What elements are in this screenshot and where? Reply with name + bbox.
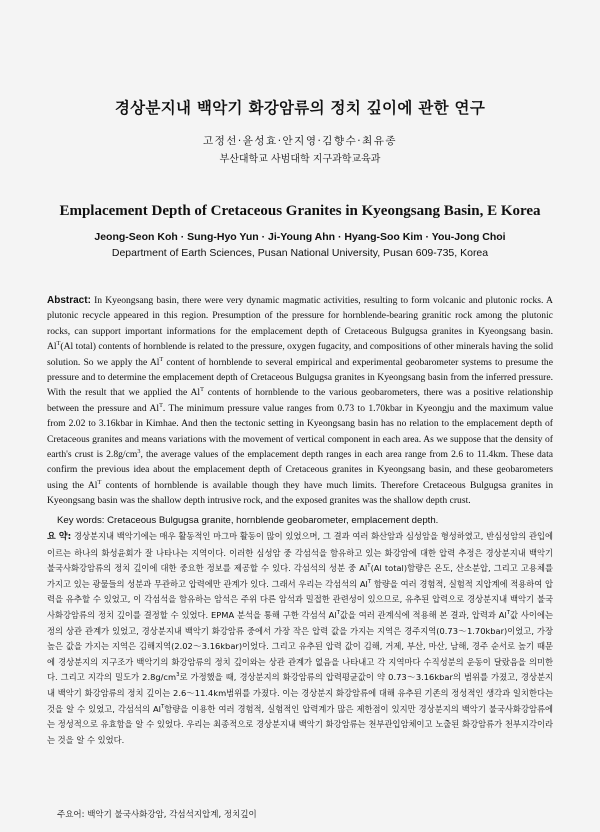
korean-abstract-text: 값 사이에는 정의 상관 관계가 있었고, 경상분지내 백악기 화강암류 중에서 가장 작은 압력 값을 가지는 지역은 경주지역(0.73～1.70kbar)이었고, 가장 높은 값을 가지는 지역은 김해지역(2.02～3.16kbar)이었다. 그리고 유추된 압력 값이 김해, 거제, 부산, 마산, 남해, 경주 순서로 높기 때문에 경상분지의 지구조가 백악기의 화강암류의 정치 깊이와는 상관 관계가 없음을 나타내고 각 지역마다 수직성분의 운동이 달랐음을 의미한다. 그리고 지각의 밀도가 2.8g/cm [47, 609, 553, 683]
superscript: T [506, 610, 511, 617]
abstract-text: In Kyeongsang basin, there were very dynamic magmatic activities, resulting to form volcanic and plutonic rocks. A plutonic recycle appeared in this region. Presumption of the pressure for hornblende-bearing granitic rock among the plutonic rocks, can support important informations for the emplacement depth of Cretaceous Bulgugsa granites in Kyeongsang basin. Al [47, 295, 553, 353]
korean-keywords: 주요어: 백악기 불국사화강암, 각섬석지압계, 정치깊이 [57, 810, 257, 820]
superscript: T [159, 401, 163, 409]
superscript: T [367, 579, 372, 586]
superscript: T [160, 703, 165, 710]
superscript: T [367, 563, 371, 570]
abstract-text: (Al total) contents of hornblende is related to the pressure, oxygen fugacity, and compositions of other minerals having the solid solution. So we apply the Al [47, 341, 553, 368]
english-affiliation: Department of Earth Sciences, Pusan National University, Pusan 609-735, Korea [111, 247, 489, 259]
abstract-text: contents of hornblende is available though they have much limits. Therefore Cretaceous Bulgugsa granites in Kyeongsang basin was the shallow depth intrusive rock, and the exposed granites was the shallow depth crust. [47, 479, 553, 507]
superscript: T [159, 355, 164, 363]
superscript: T [97, 478, 102, 486]
english-title: Emplacement Depth of Cretaceous Granites in Kyeongsang Basin, E Korea [59, 203, 541, 219]
korean-title: 경상분지내 백악기 화강암류의 정치 깊이에 관한 연구 [114, 99, 486, 117]
korean-abstract-label: 요 약: [47, 532, 72, 542]
superscript: 3 [137, 447, 141, 455]
abstract-text: . The minimum pressure value ranges from 0.73 to 1.70kbar in Kyeongju and the maximum value from 2.02 to 3.16kbar in Kimhae. And then the tectonic setting in Kyeongsang basin has no relation to the emplacement depth of Cretaceous granites and means variations with the movement of vertical component in each area. As we suppose that the density of earth's crust is 2.8g/cm [47, 402, 553, 461]
abstract-text: contents of hornblende to the various geobarometers, there was a positive relationship between the pressure and Al [47, 387, 553, 414]
abstract-text: content of hornblende to several empirical and experimental geobarometer systems to presume the pressure and to determine the emplacement depth of Cretaceous Bulgugsa granites in Kyeongsang basin from the inferred pressure. With the result that we applied the Al [47, 356, 553, 399]
korean-abstract-text: 로 가정했을 때, 경상분지의 화강암류의 압력평균값이 약 0.73～3.16kbar의 범위를 가졌고, 경상분지내 백악기 화강암류의 정치 깊이는 2.6～11.4km범위를 가졌다. 이는 경상분지 화강암류에 대해 유추된 기존의 정성적인 생각과 일치한다는 것을 알 수 있었고, 각섬석의 Al [47, 672, 553, 714]
korean-abstract-text: 값을 여러 관계식에 적용해 본 결과, 압력과 Al [339, 609, 507, 620]
korean-abstract-text: 경상분지내 백악기에는 매우 활동적인 마그마 활동이 많이 있었으며, 그 결과 여러 화산암과 심성암을 형성하였고, 반심성암의 관입에 이르는 하나의 화성윤회가 잘 나타나는 지역이다. 이러한 심성암 중 각섬석을 함유하고 있는 화강암에 대한 압력 추정은 경상분지내 백악기 불국사화강암류의 정치 깊이에 대한 중요한 정보를 제공할 수 있다. 각섬석의 성분 중 Al [47, 531, 553, 574]
english-authors: Jeong-Seon Koh · Sung-Hyo Yun · Ji-Young Ahn · Hyang-Soo Kim · You-Jong Choi [94, 231, 506, 243]
superscript: 3 [176, 672, 180, 679]
korean-abstract-text: 함량을 여러 경험적, 실험적 지압계에 적용하여 압력을 유추할 수 있었고, 이 각섬석을 함유하는 암석은 주위 다른 암석과 밀접한 관련성이 있으므로, 유추된 압력으로 경상분지내 백악기 불국사화강암류의 정치 깊이를 결정할 수 있었다. EPMA 분석을 통해 구한 각섬석 Al [47, 578, 553, 620]
abstract-text: , the average values of the emplacement depth ranges in each area range from 2.6 to 11.4km. These data confirm the previous idea about the emplacement depth of Cretaceous granites in Kyeongsang basin, and these geobarometers using the Al [47, 449, 553, 491]
korean-abstract-text: 함량을 이용한 여러 경험적, 실험적인 압력계가 많은 제한점이 있지만 경상분지의 백악기 불국사화강암류에는 정성적으로 유효함을 알 수 있었다. 우리는 최종적으로 경상분지내 백악기 화강암류는 천부관입암체이고 노출된 화강암류가 천부지각이라는 것을 알 수 있었다. [47, 703, 553, 745]
korean-abstract [47, 529, 553, 748]
english-keywords: Key words: Cretaceous Bulgugsa granite, hornblende geobarometer, emplacement depth. [57, 515, 439, 526]
korean-abstract-text: (Al total)함량은 온도, 산소분압, 그리고 고용체를 가지고 있는 광물들의 성분과 무관하고 압력에만 관계가 있다. 그래서 우리는 각섬석의 Al [47, 563, 553, 589]
superscript: T [56, 340, 61, 348]
abstract-label: Abstract: [47, 295, 91, 306]
korean-authors: 고정선·윤성효·안지영·김향수·최유종 [203, 135, 397, 147]
english-abstract [47, 293, 553, 509]
superscript: T [200, 386, 204, 394]
korean-affiliation: 부산대학교 사범대학 지구과학교육과 [219, 154, 381, 165]
superscript: T [336, 610, 340, 617]
